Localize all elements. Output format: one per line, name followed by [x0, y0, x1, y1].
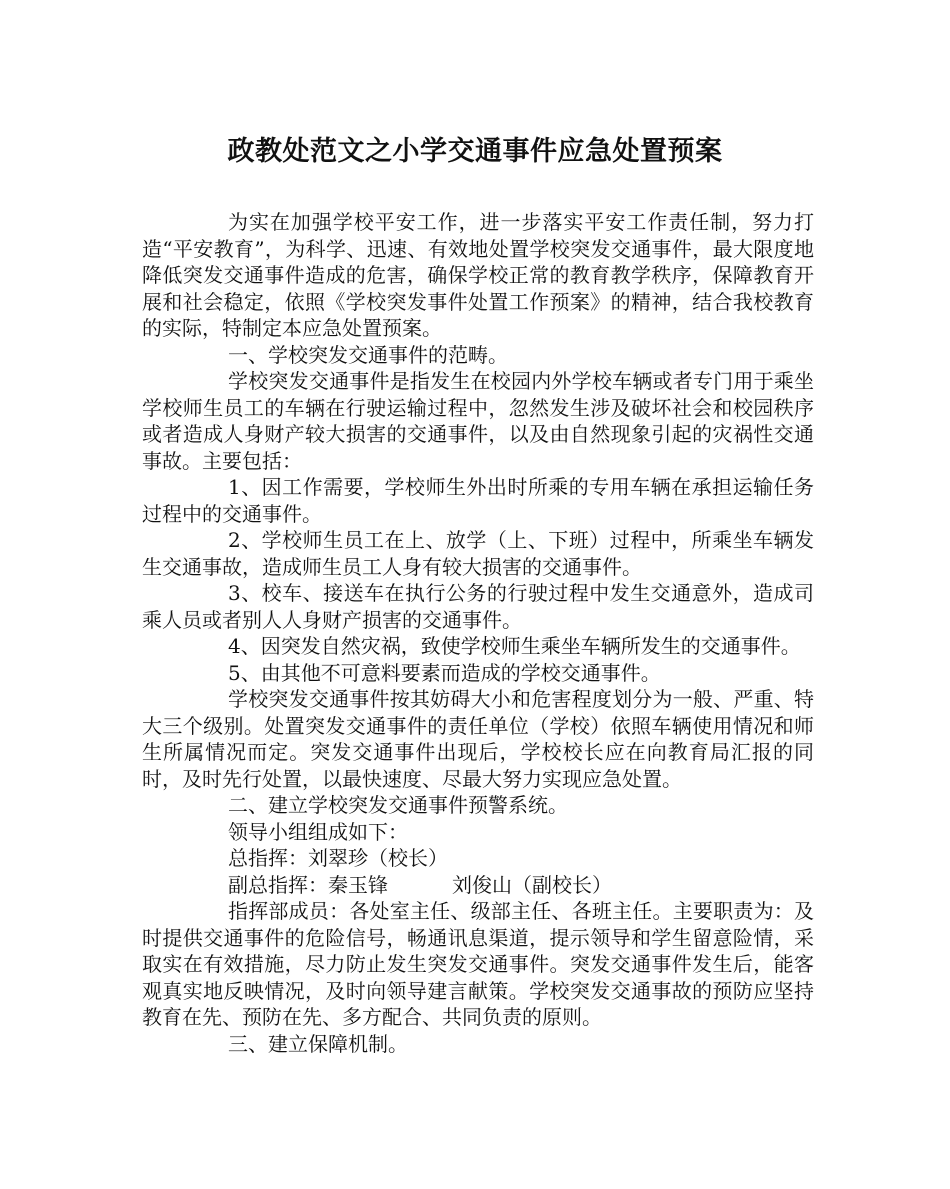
- paragraph-intro: 为实在加强学校平安工作，进一步落实平安工作责任制，努力打造“平安教育”，为科学、迅速、有效地处置学校突发交通事件，最大限度地降低突发交通事件造成的危害，确保学校正常的教育教学秩序，保障教育开展和社会稳定，依照《学校突发事件处置工作预案》的精神，结合我校教育的实际，特制定本应急处置预案。: [142, 210, 814, 340]
- paragraph-levels: 学校突发交通事件按其妨碍大小和危害程度划分为一般、严重、特大三个级别。处置突发交通事件的责任单位（学校）依照车辆使用情况和师生所属情况而定。突发交通事件出现后，学校校长应在向教育局汇报的同时，及时先行处置，以最快速度、尽最大努力实现应急处置。: [142, 687, 814, 791]
- deputy-commander-2: 刘俊山（副校长）: [452, 872, 612, 897]
- list-item-5: 5、由其他不可意料要素而造成的学校交通事件。: [228, 660, 661, 685]
- list-item-1: 1、因工作需要，学校师生外出时所乘的专用车辆在承担运输任务过程中的交通事件。: [142, 475, 814, 526]
- document-title: 政教处范文之小学交通事件应急处置预案: [227, 136, 723, 167]
- commander-line: 总指挥：刘翠珍（校长）: [228, 846, 448, 870]
- list-item-2: 2、学校师生员工在上、放学（上、下班）过程中，所乘坐车辆发生交通事故，造成师生员工人身有较大损害的交通事件。: [142, 528, 814, 579]
- deputy-commander-line: [142, 872, 814, 899]
- paragraph-members: 指挥部成员：各处室主任、级部主任、各班主任。主要职责为：及时提供交通事件的危险信号，畅通讯息渠道，提示领导和学生留意险情，采取实在有效措施，尽力防止发生突发交通事件。突发交通事件发生后，能客观真实地反映情况，及时向领导建言献策。学校突发交通事故的预防应坚持教育在先、预防在先、多方配合、共同负责的原则。: [142, 899, 814, 1029]
- paragraph-definition: 学校突发交通事件是指发生在校园内外学校车辆或者专门用于乘坐学校师生员工的车辆在行驶运输过程中，忽然发生涉及破坏社会和校园秩序或者造成人身财产较大损害的交通事件，以及由自然现象引起的灾祸性交通事故。主要包括：: [142, 369, 814, 473]
- section-heading-1: 一、学校突发交通事件的范畴。: [228, 342, 508, 367]
- deputy-commander-1: 副总指挥：秦玉锋: [228, 872, 388, 897]
- section-heading-3: 三、建立保障机制。: [228, 1031, 408, 1056]
- document-body: [142, 209, 814, 1057]
- section-heading-2: 二、建立学校突发交通事件预警系统。: [228, 793, 568, 817]
- leadership-group-line: 领导小组组成如下：: [228, 819, 408, 844]
- list-item-3: 3、校车、接送车在执行公务的行驶过程中发生交通意外，造成司乘人员或者别人人身财产损害的交通事件。: [142, 581, 814, 632]
- list-item-4: 4、因突发自然灾祸，致使学校师生乘坐车辆所发生的交通事件。: [228, 634, 801, 658]
